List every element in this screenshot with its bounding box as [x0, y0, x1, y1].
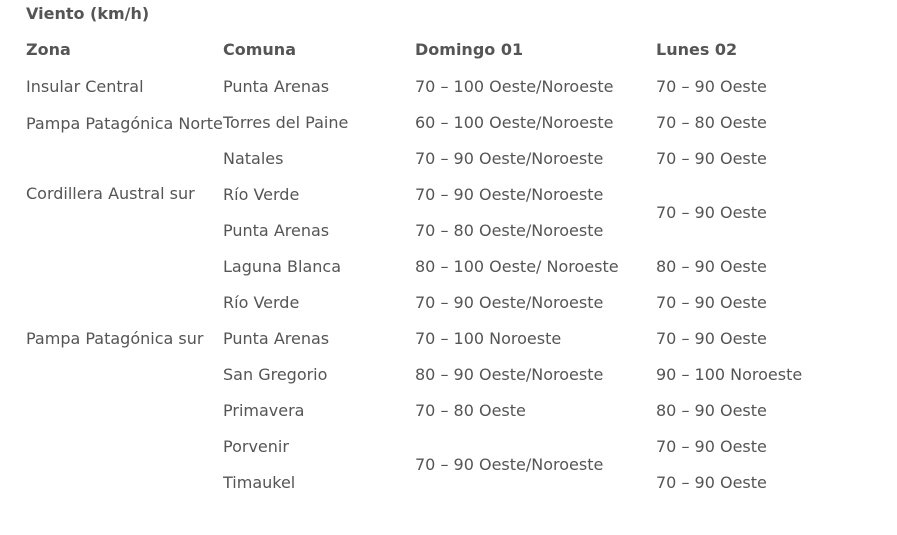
comuna-cell: Punta Arenas [223, 328, 330, 348]
dia2-cell: 80 – 90 Oeste [656, 256, 767, 276]
wind-table [26, 30, 856, 500]
dia1-cell: 70 – 100 Noroeste [415, 328, 562, 348]
zona-cell [26, 428, 223, 464]
zona-cell: Insular Central [26, 76, 144, 96]
comuna-cell: Río Verde [223, 292, 300, 312]
dia2-cell: 70 – 90 Oeste [656, 202, 767, 222]
dia1-cell: 60 – 100 Oeste/Noroeste [415, 112, 614, 132]
table-row [26, 104, 856, 140]
comuna-cell: Río Verde [223, 184, 300, 204]
zona-cell [26, 176, 223, 392]
zona-text: Cordillera Austral sur [26, 184, 195, 203]
comuna-cell: Punta Arenas [223, 220, 330, 240]
dia1-cell: 80 – 90 Oeste/Noroeste [415, 364, 604, 384]
dia2-cell: 70 – 80 Oeste [656, 112, 767, 132]
dia1-cell: 70 – 90 Oeste/Noroeste [415, 184, 604, 204]
dia1-cell: 70 – 90 Oeste/Noroeste [415, 454, 604, 474]
dia2-cell: 70 – 90 Oeste [656, 472, 767, 492]
dia1-cell: 80 – 100 Oeste/ Noroeste [415, 256, 619, 276]
comuna-cell: Porvenir [223, 436, 289, 456]
dia1-cell: 70 – 100 Oeste/Noroeste [415, 76, 614, 96]
table-header-row [26, 30, 856, 68]
comuna-cell: Natales [223, 148, 284, 168]
dia1-cell: 70 – 80 Oeste [415, 400, 526, 420]
zona-cell [26, 104, 223, 176]
dia2-cell: 90 – 100 Noroeste [656, 364, 803, 384]
dia2-cell: 70 – 90 Oeste [656, 76, 767, 96]
zona-word: Norte [178, 114, 223, 133]
dia2-cell: 70 – 90 Oeste [656, 292, 767, 312]
zona-cell: Pampa Patagónica sur [26, 328, 204, 348]
header-comuna: Comuna [223, 39, 296, 59]
dia2-cell: 80 – 90 Oeste [656, 400, 767, 420]
comuna-cell: Punta Arenas [223, 76, 330, 96]
table-row [26, 392, 856, 428]
dia2-cell: 70 – 90 Oeste [656, 328, 767, 348]
comuna-cell: Laguna Blanca [223, 256, 342, 276]
dia2-cell: 70 – 90 Oeste [656, 148, 767, 168]
comuna-cell: Torres del Paine [223, 112, 349, 132]
zona-word: Patagónica [85, 114, 174, 133]
zona-word: Pampa [26, 114, 81, 133]
table-row [26, 176, 856, 212]
header-zona: Zona [26, 39, 71, 59]
dia1-cell: 70 – 90 Oeste/Noroeste [415, 292, 604, 312]
dia2-cell: 70 – 90 Oeste [656, 436, 767, 456]
comuna-cell: San Gregorio [223, 364, 328, 384]
section-title: Viento (km/h) [26, 4, 150, 23]
header-dia1: Domingo 01 [415, 39, 524, 59]
dia1-cell: 70 – 80 Oeste/Noroeste [415, 220, 604, 240]
dia1-cell: 70 – 90 Oeste/Noroeste [415, 148, 604, 168]
comuna-cell: Primavera [223, 400, 305, 420]
table-row [26, 428, 856, 464]
zona-cell [26, 464, 223, 500]
table-row [26, 68, 856, 104]
header-dia2: Lunes 02 [656, 39, 738, 59]
comuna-cell: Timaukel [223, 472, 296, 492]
